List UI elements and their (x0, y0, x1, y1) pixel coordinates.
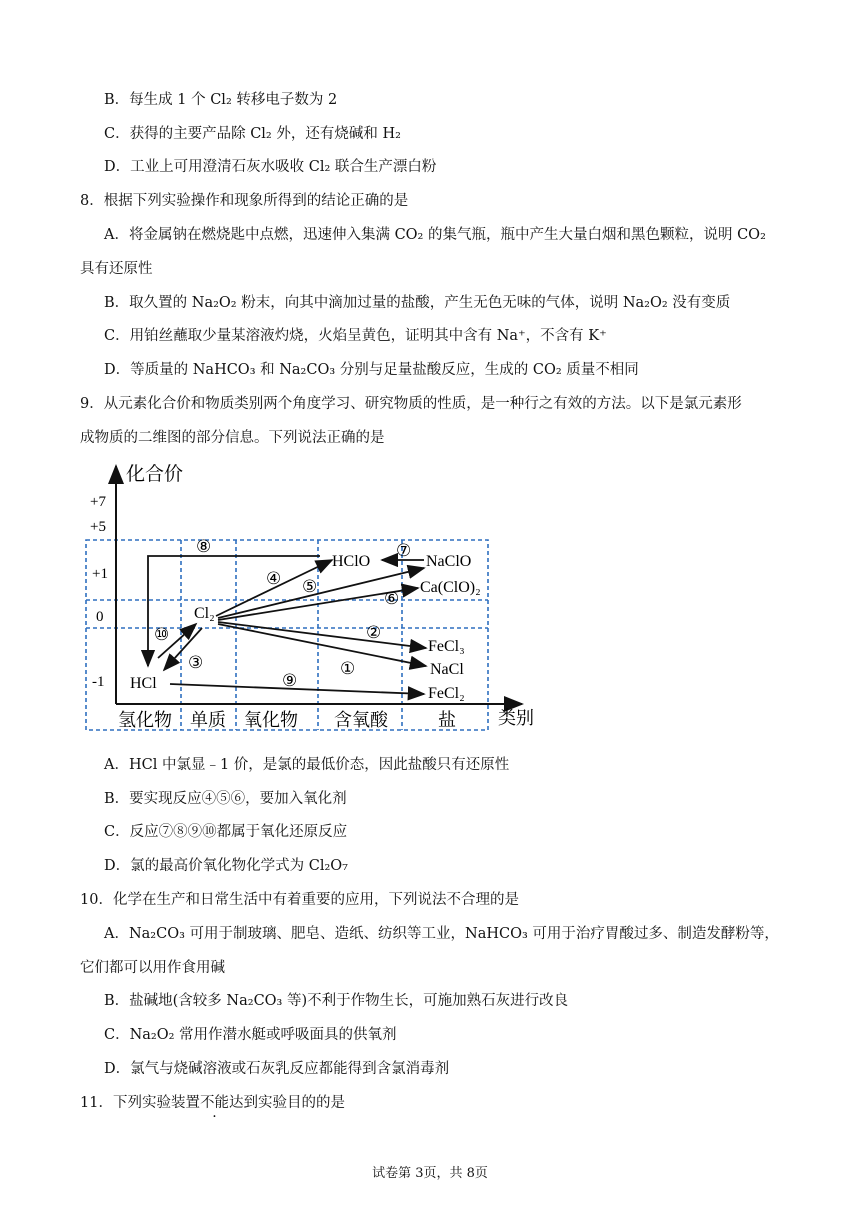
q8-option-c: C．用铂丝蘸取少量某溶液灼烧，火焰呈黄色，证明其中含有 Na⁺，不含有 K⁺ (104, 328, 607, 344)
reaction-number-2: ② (366, 623, 382, 643)
y-tick-plus7: +7 (90, 494, 106, 510)
q11-stem-emphasis: 不能 (199, 1095, 229, 1111)
q7-option-c: C．获得的主要产品除 Cl₂ 外，还有烧碱和 H₂ (104, 126, 401, 142)
reaction-number-1: ① (340, 659, 356, 679)
q10-option-a-line1: A．Na₂CO₃ 可用于制玻璃、肥皂、造纸、纺织等工业，NaHCO₃ 可用于治疗胃酸过多、制造发酵粉等， (104, 926, 779, 942)
page-footer: 试卷第 3页，共 8页 (372, 1166, 488, 1181)
q9-option-c: C．反应⑦⑧⑨⑩都属于氧化还原反应 (104, 824, 348, 840)
species-naclo: NaClO (426, 553, 472, 570)
species-hclo: HClO (332, 553, 371, 570)
y-tick-minus1: -1 (92, 674, 105, 690)
q8-option-d: D．等质量的 NaHCO₃ 和 Na₂CO₃ 分别与足量盐酸反应，生成的 CO₂ 质量不相同 (104, 362, 639, 378)
category-salt: 盐 (438, 710, 456, 731)
q10-option-a-line2: 它们都可以用作食用碱 (80, 960, 225, 976)
x-axis-label: 类别 (498, 708, 534, 729)
category-oxyacid: 含氧酸 (334, 710, 388, 731)
species-fecl3: FeCl₃ (428, 638, 465, 655)
reaction-number-3: ③ (188, 653, 204, 673)
reaction-number-4: ④ (266, 569, 282, 589)
species-hcl: HCl (130, 675, 157, 692)
y-tick-zero: 0 (96, 609, 104, 625)
q10-option-d: D．氯气与烧碱溶液或石灰乳反应都能得到含氯消毒剂 (104, 1061, 450, 1077)
y-tick-plus1: +1 (92, 566, 108, 582)
species-cl2: Cl₂ (194, 605, 215, 622)
q10-option-b: B．盐碱地(含较多 Na₂CO₃ 等)不利于作物生长，可施加熟石灰进行改良 (104, 993, 569, 1009)
y-tick-plus5: +5 (90, 519, 106, 535)
category-element: 单质 (190, 710, 226, 731)
q9-stem-line1: 9．从元素化合价和物质类别两个角度学习、研究物质的性质，是一种行之有效的方法。以下是氯元素形 (80, 396, 742, 412)
q8-stem: 8．根据下列实验操作和现象所得到的结论正确的是 (80, 193, 409, 209)
y-axis-label: 化合价 (126, 463, 184, 485)
q11-stem (80, 1093, 345, 1113)
reaction-number-7: ⑦ (396, 541, 412, 561)
reaction-number-9: ⑨ (282, 671, 298, 691)
q9-option-d: D．氯的最高价氧化物化学式为 Cl₂O₇ (104, 858, 348, 874)
reaction-number-6: ⑥ (384, 589, 400, 609)
q9-stem-line2: 成物质的二维图的部分信息。下列说法正确的是 (80, 430, 385, 446)
chlorine-valence-category-diagram (84, 458, 544, 738)
q8-option-b: B．取久置的 Na₂O₂ 粉末，向其中滴加过量的盐酸，产生无色无味的气体，说明 Na₂O₂ 没有变质 (104, 295, 731, 311)
reaction-number-5: ⑤ (302, 577, 318, 597)
reaction-number-10: ⑩ (154, 625, 170, 645)
category-hydride: 氢化物 (118, 710, 172, 731)
q9-option-a: A．HCl 中氯显﹣1 价，是氯的最低价态，因此盐酸只有还原性 (104, 757, 510, 773)
q7-option-b: B．每生成 1 个 Cl₂ 转移电子数为 2 (104, 92, 338, 108)
species-fecl2: FeCl₂ (428, 685, 465, 702)
species-nacl: NaCl (430, 661, 464, 678)
q8-option-a-line1: A．将金属钠在燃烧匙中点燃，迅速伸入集满 CO₂ 的集气瓶，瓶中产生大量白烟和黑色颗粒，说明 CO₂ (104, 227, 766, 243)
q9-option-b: B．要实现反应④⑤⑥，要加入氧化剂 (104, 791, 347, 807)
species-caclo2: Ca(ClO)₂ (420, 579, 481, 596)
reaction-number-8: ⑧ (196, 537, 212, 557)
category-oxide: 氧化物 (244, 710, 298, 731)
q8-option-a-line2: 具有还原性 (80, 261, 153, 277)
q10-option-c: C．Na₂O₂ 常用作潜水艇或呼吸面具的供氧剂 (104, 1027, 397, 1043)
arrow-reaction-8 (148, 556, 320, 666)
q11-stem-suffix: 达到实验目的的是 (228, 1095, 345, 1111)
q7-option-d: D．工业上可用澄清石灰水吸收 Cl₂ 联合生产漂白粉 (104, 159, 437, 175)
q11-stem-prefix: 11．下列实验装置 (80, 1095, 200, 1111)
q10-stem: 10．化学在生产和日常生活中有着重要的应用，下列说法不合理的是 (80, 892, 519, 908)
